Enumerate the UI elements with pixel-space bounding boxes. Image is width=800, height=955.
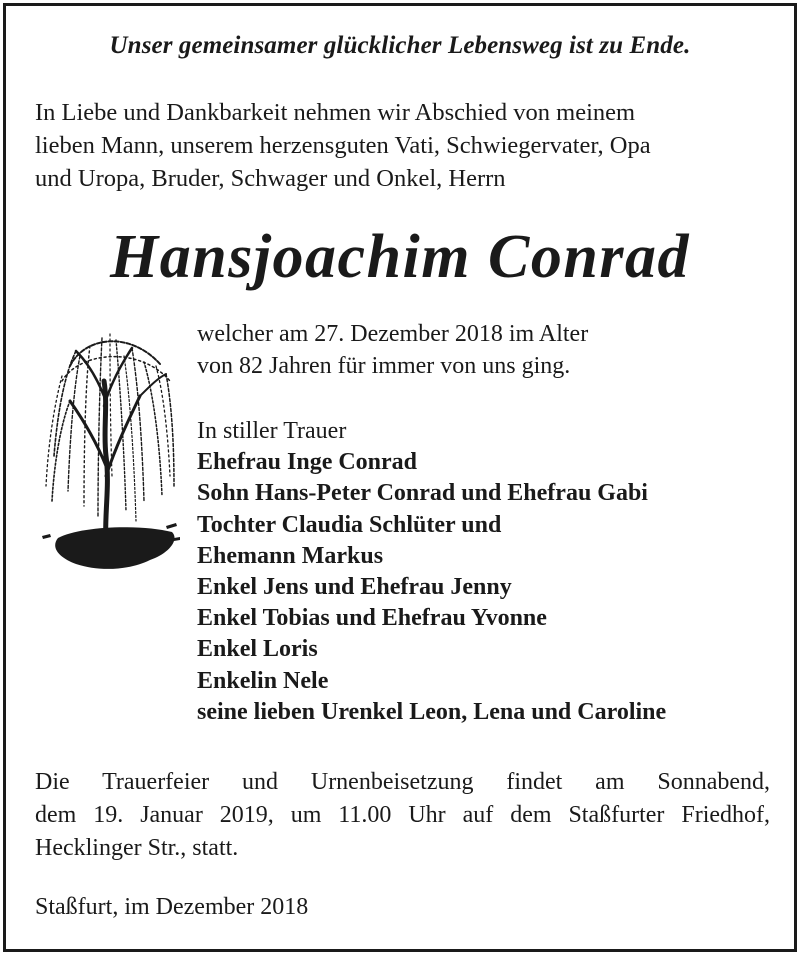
passing-line: von 82 Jahren für immer von uns ging. bbox=[197, 353, 571, 379]
mourner-line: seine lieben Urenkel Leon, Lena und Caroline bbox=[197, 698, 667, 725]
intro-line: und Uropa, Bruder, Schwager und Onkel, Herrn bbox=[35, 165, 506, 192]
mourners-list bbox=[197, 416, 666, 728]
passing-text bbox=[197, 318, 588, 382]
mourning-intro: In stiller Trauer bbox=[197, 418, 347, 444]
mourner-line: Enkel Jens und Ehefrau Jenny bbox=[197, 574, 512, 601]
motto: Unser gemeinsamer glücklicher Lebensweg ist zu Ende. bbox=[109, 32, 691, 59]
mourner-line: Enkel Tobias und Ehefrau Yvonne bbox=[197, 605, 547, 632]
intro-line: lieben Mann, unserem herzensguten Vati, Schwiegervater, Opa bbox=[35, 132, 651, 159]
obituary-notice bbox=[3, 3, 797, 952]
intro-line: In Liebe und Dankbarkeit nehmen wir Abschied von meinem bbox=[35, 99, 636, 126]
place-date: Staßfurt, im Dezember 2018 bbox=[35, 894, 309, 920]
funeral-line: dem 19. Januar 2019, um 11.00 Uhr auf dem Staßfurter Friedhof, bbox=[35, 802, 770, 828]
funeral-line: Die Trauerfeier und Urnenbeisetzung findet am Sonnabend, bbox=[35, 769, 770, 795]
intro-paragraph bbox=[35, 96, 770, 195]
mourner-line: Ehefrau Inge Conrad bbox=[197, 449, 418, 476]
mourner-line: Enkel Loris bbox=[197, 636, 318, 663]
funeral-line: Hecklinger Str., statt. bbox=[35, 835, 239, 861]
funeral-details bbox=[35, 766, 770, 865]
weeping-willow-icon bbox=[40, 326, 182, 582]
mourner-line: Sohn Hans-Peter Conrad und Ehefrau Gabi bbox=[197, 480, 648, 507]
passing-line: welcher am 27. Dezember 2018 im Alter bbox=[197, 321, 589, 347]
mourner-line: Tochter Claudia Schlüter und bbox=[197, 511, 502, 538]
deceased-name: Hansjoachim Conrad bbox=[110, 223, 690, 291]
mourner-line: Ehemann Markus bbox=[197, 542, 384, 569]
mourner-line: Enkelin Nele bbox=[197, 667, 329, 694]
